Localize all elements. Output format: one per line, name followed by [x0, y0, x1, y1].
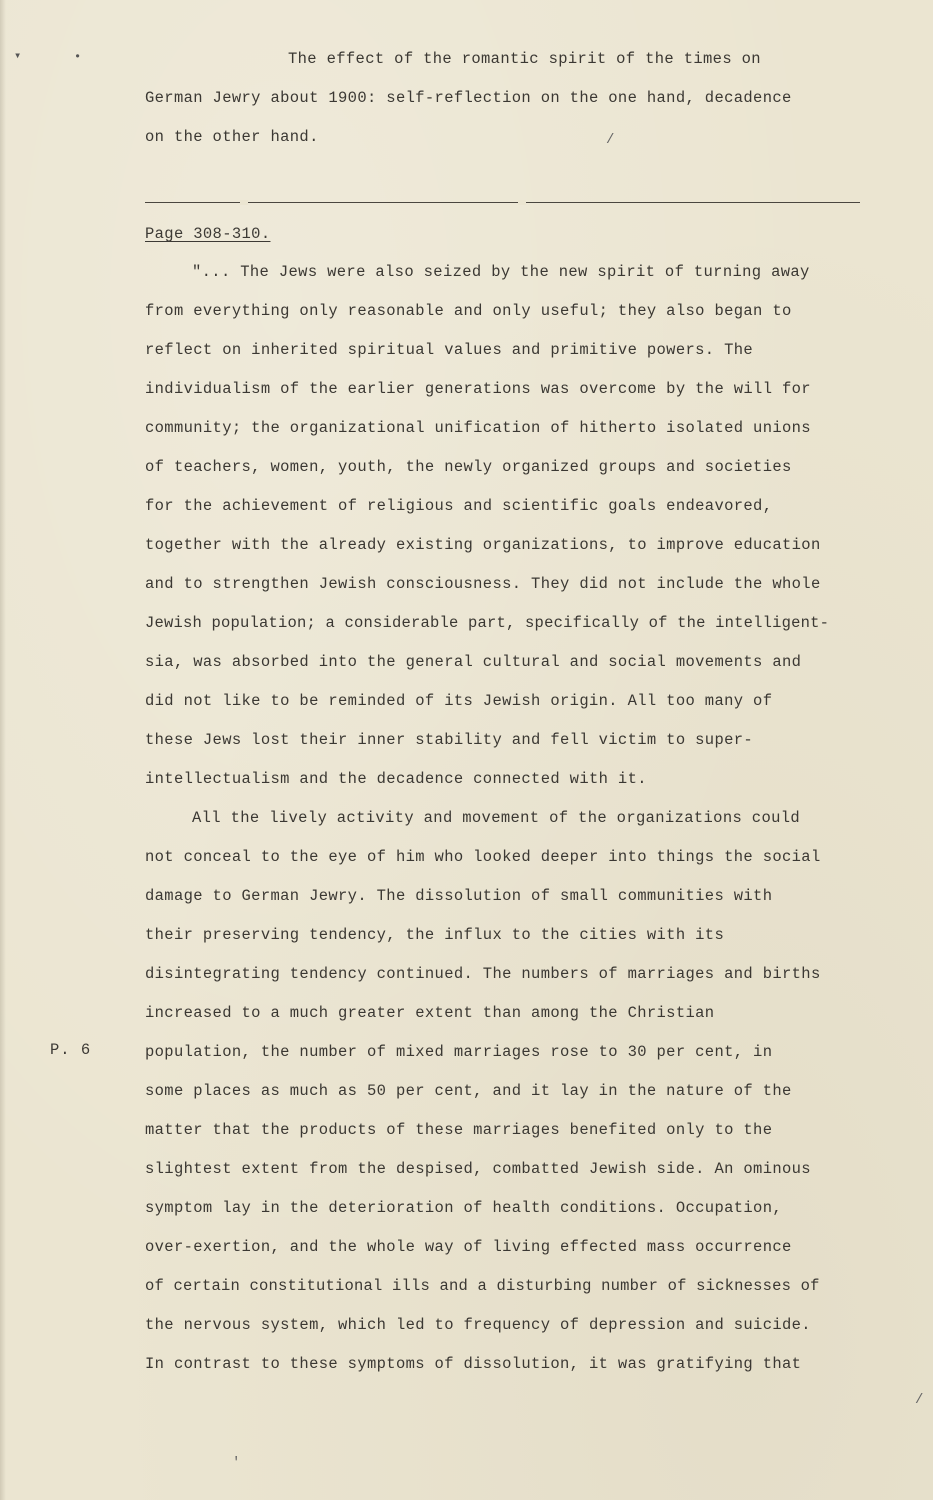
body-line: increased to a much greater extent than among the Christian	[145, 1004, 715, 1022]
header-line-2: German Jewry about 1900: self-reflection on the one hand, decadence	[145, 89, 792, 107]
body-line: damage to German Jewry. The dissolution of small communities with	[145, 887, 773, 905]
separator-rule	[145, 202, 860, 203]
body-line: Jewish population; a considerable part, specifically of the intelligent-	[145, 614, 830, 632]
body-line: over-exertion, and the whole way of living effected mass occurrence	[145, 1238, 792, 1256]
stray-pencil-mark: '	[232, 1455, 241, 1471]
body-line: All the lively activity and movement of the organizations could	[192, 809, 801, 827]
body-line: In contrast to these symptoms of dissolution, it was gratifying that	[145, 1355, 802, 1373]
body-line: symptom lay in the deterioration of health conditions. Occupation,	[145, 1199, 782, 1217]
body-line: community; the organizational unification of hitherto isolated unions	[145, 419, 811, 437]
body-line: their preserving tendency, the influx to the cities with its	[145, 926, 725, 944]
rule-break	[240, 200, 248, 205]
body-line: of teachers, women, youth, the newly organized groups and societies	[145, 458, 792, 476]
hole-punch-dot: •	[74, 50, 82, 64]
stray-pencil-mark: /	[915, 1392, 924, 1408]
hole-punch-mark: ▾	[14, 49, 22, 63]
body-line: for the achievement of religious and scientific goals endeavored,	[145, 497, 773, 515]
body-line: these Jews lost their inner stability and fell victim to super-	[145, 731, 754, 749]
body-line: slightest extent from the despised, combatted Jewish side. An ominous	[145, 1160, 811, 1178]
rule-break	[518, 200, 526, 205]
body-line: "... The Jews were also seized by the new spirit of turning away	[192, 263, 810, 281]
body-line: individualism of the earlier generations was overcome by the will for	[145, 380, 811, 398]
page-reference: Page 308-310.	[145, 225, 271, 243]
body-line: together with the already existing organizations, to improve education	[145, 536, 821, 554]
margin-note: P. 6	[50, 1041, 92, 1059]
header-line-1: The effect of the romantic spirit of the times on	[288, 50, 761, 68]
body-line: did not like to be reminded of its Jewish origin. All too many of	[145, 692, 773, 710]
body-line: from everything only reasonable and only useful; they also began to	[145, 302, 792, 320]
body-line: disintegrating tendency continued. The numbers of marriages and births	[145, 965, 821, 983]
body-line: the nervous system, which led to frequency of depression and suicide.	[145, 1316, 811, 1334]
body-line: of certain constitutional ills and a disturbing number of sicknesses of	[145, 1277, 820, 1295]
body-line: population, the number of mixed marriages rose to 30 per cent, in	[145, 1043, 773, 1061]
body-line: sia, was absorbed into the general cultural and social movements and	[145, 653, 802, 671]
body-line: not conceal to the eye of him who looked deeper into things the social	[145, 848, 821, 866]
body-line: some places as much as 50 per cent, and it lay in the nature of the	[145, 1082, 792, 1100]
stray-pencil-mark: /	[606, 132, 615, 148]
body-line: reflect on inherited spiritual values and primitive powers. The	[145, 341, 754, 359]
header-line-3: on the other hand.	[145, 128, 319, 146]
paper-edge-shadow	[0, 0, 6, 1500]
body-line: matter that the products of these marriages benefited only to the	[145, 1121, 773, 1139]
body-line: intellectualism and the decadence connected with it.	[145, 770, 647, 788]
body-line: and to strengthen Jewish consciousness. They did not include the whole	[145, 575, 821, 593]
